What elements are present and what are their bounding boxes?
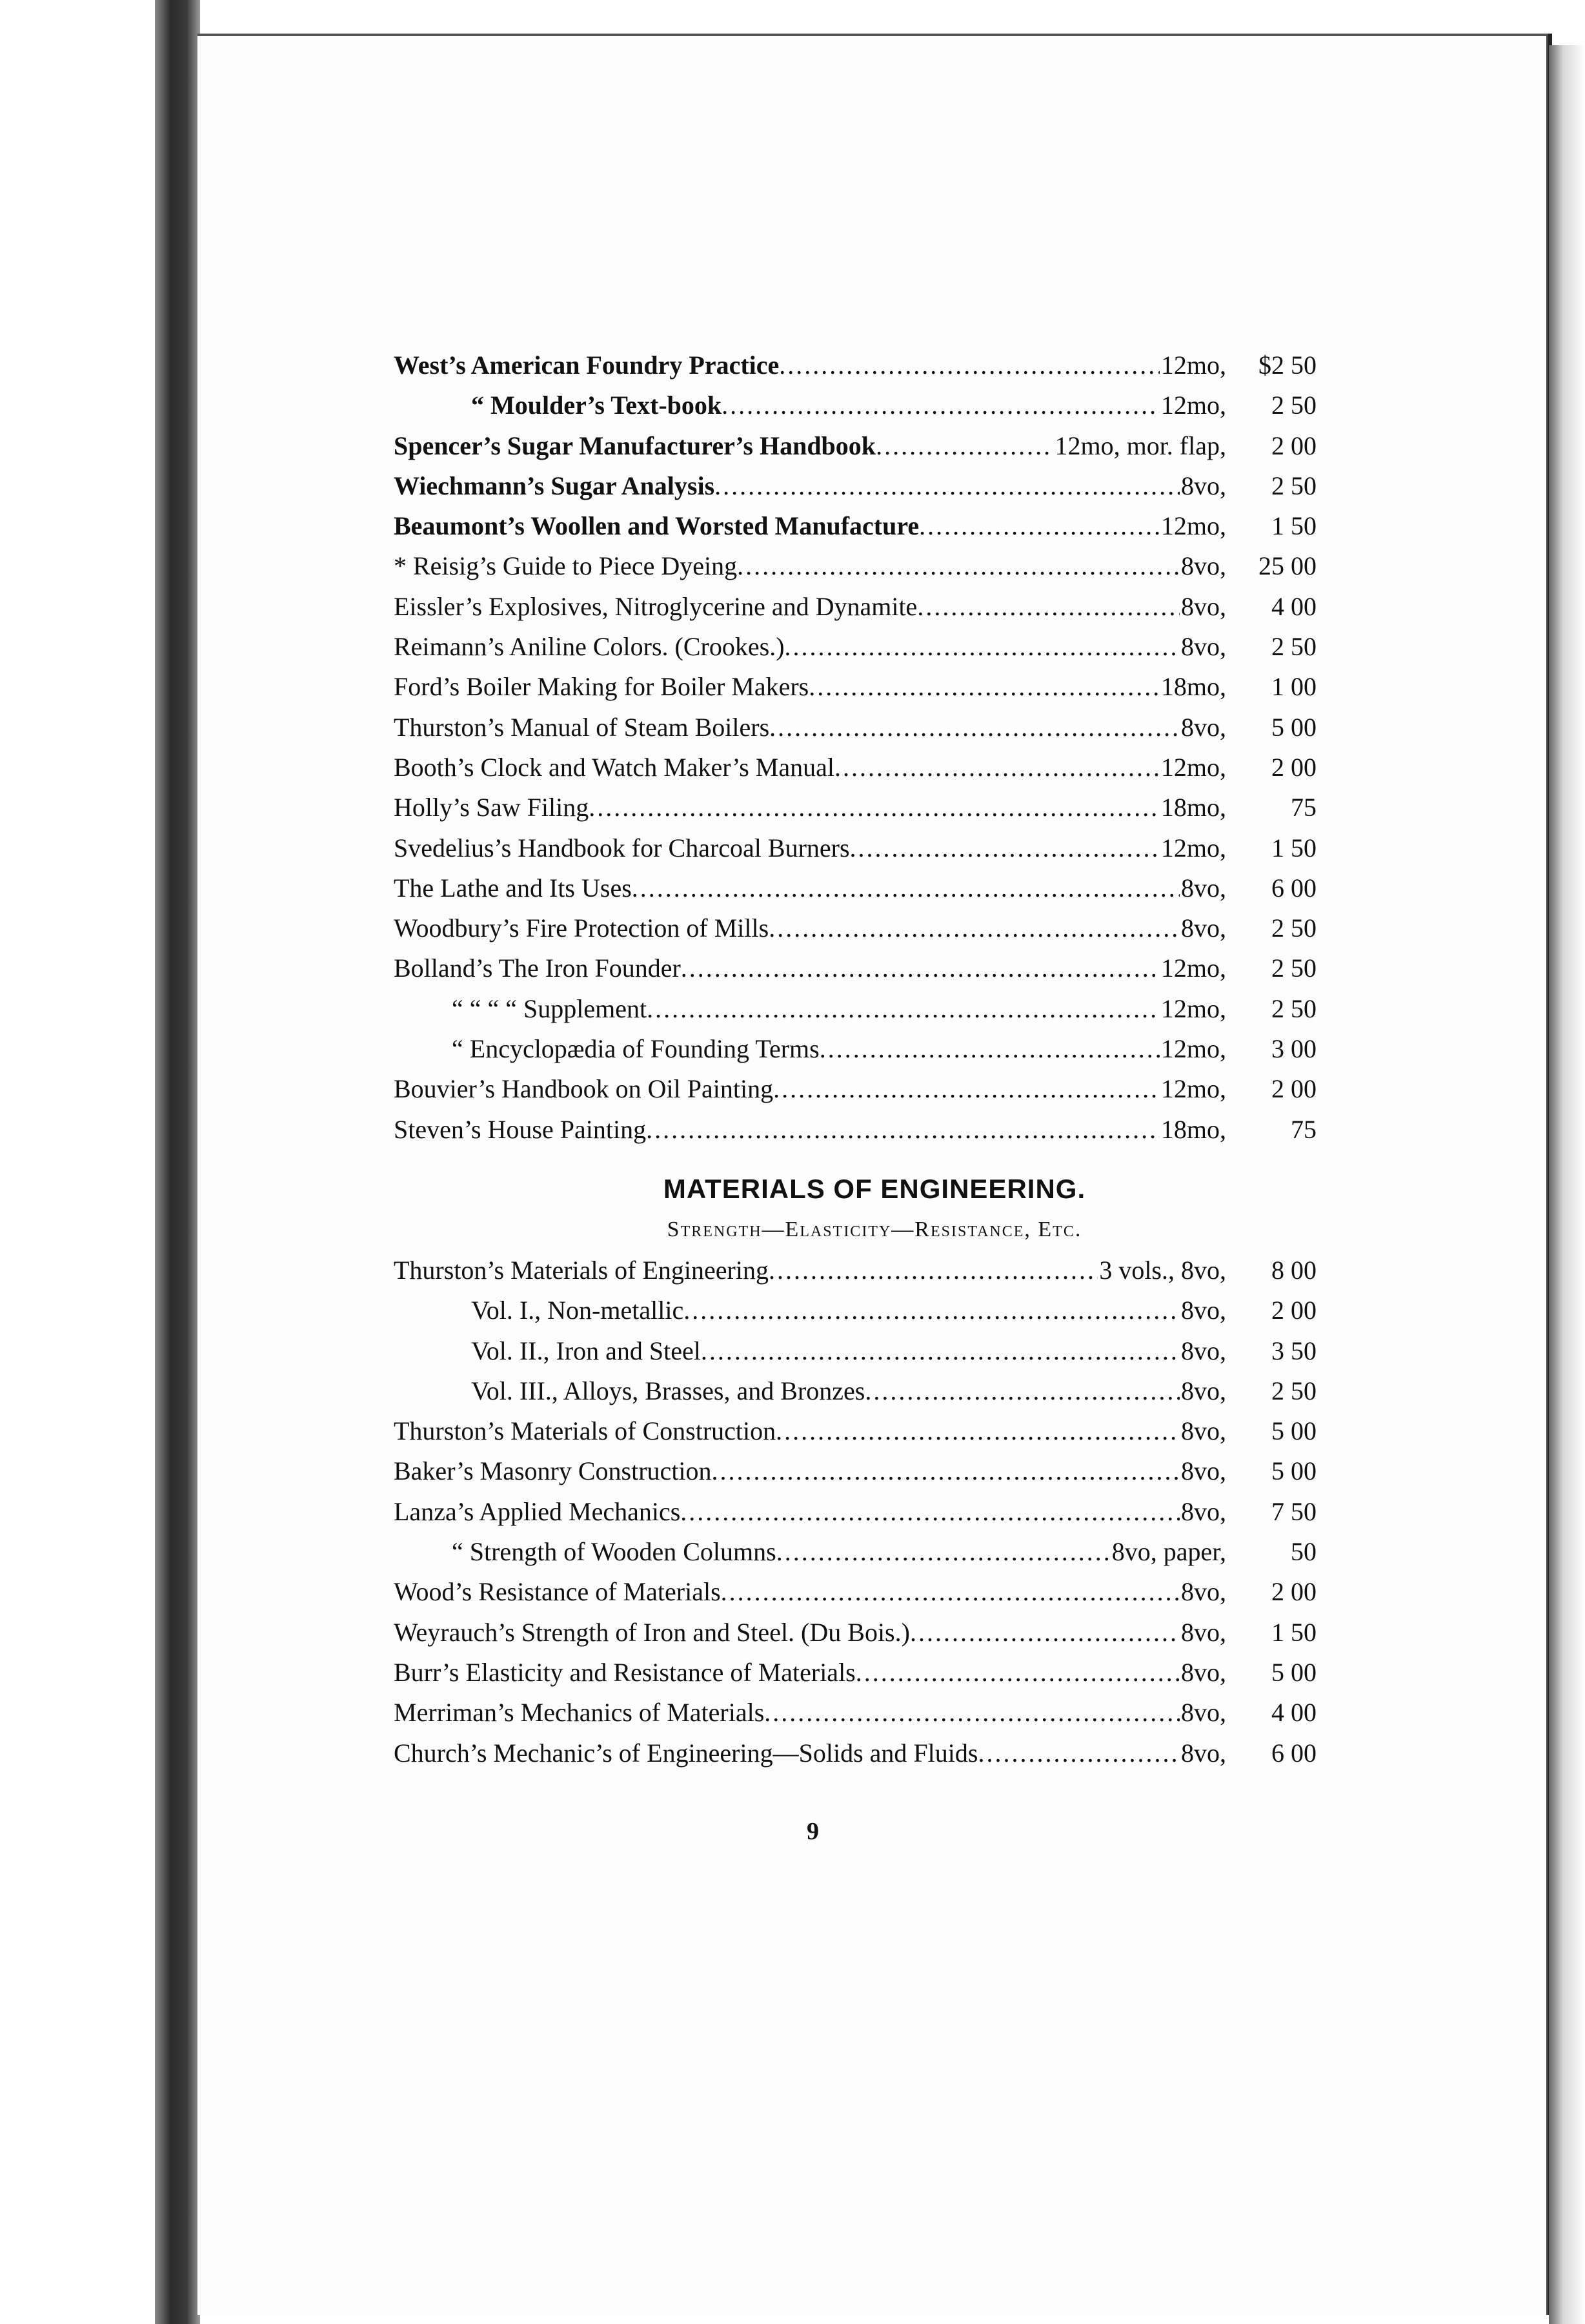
entry-title: Baker’s Masonry Construction — [394, 1456, 712, 1486]
entry-title-line — [394, 1110, 1226, 1150]
entry-price: 2 00 — [1271, 431, 1317, 460]
entry-title-line — [394, 1451, 1226, 1491]
entry-price: 6 00 — [1271, 1738, 1317, 1768]
entry-title-line — [394, 1613, 1226, 1653]
entry-price: 5 00 — [1271, 1456, 1317, 1486]
catalog-entry — [394, 989, 1317, 1029]
dot-leader — [714, 466, 1180, 506]
entry-format: 8vo, — [1181, 1296, 1226, 1325]
entry-title: Woodbury’s Fire Protection of Mills — [394, 913, 769, 943]
entry-title: Vol. II., Iron and Steel — [471, 1336, 701, 1365]
entry-title: “ Encyclopædia of Founding Terms — [452, 1034, 820, 1064]
entry-format: 8vo, — [1181, 1698, 1226, 1728]
dot-leader — [865, 1371, 1180, 1411]
entry-title-line — [394, 587, 1226, 627]
dot-leader — [647, 989, 1160, 1029]
entry-format: 8vo, — [1181, 712, 1226, 742]
page-number: 9 — [807, 1818, 819, 1845]
entry-format: 12mo, — [1160, 1074, 1226, 1104]
dot-leader — [978, 1733, 1180, 1773]
entry-format: 18mo, — [1160, 793, 1226, 822]
dot-leader — [589, 788, 1160, 828]
entry-price: 1 50 — [1271, 833, 1317, 862]
catalog-entry — [394, 908, 1317, 948]
entry-title-line — [394, 1572, 1226, 1612]
entry-title: Eissler’s Explosives, Nitroglycerine and Dynamite — [394, 591, 918, 621]
dot-leader — [769, 908, 1180, 948]
dot-leader — [850, 828, 1160, 868]
entry-price: 3 00 — [1271, 1034, 1317, 1064]
entry-price: 4 00 — [1271, 1698, 1317, 1728]
catalog-entry — [394, 667, 1317, 707]
entry-price: 2 00 — [1271, 1074, 1317, 1104]
entry-format: 12mo, — [1160, 833, 1226, 862]
entry-price: 2 50 — [1271, 471, 1317, 500]
catalog-entry — [394, 1572, 1317, 1612]
entry-price: 2 50 — [1271, 391, 1317, 420]
entry-format: 8vo, paper, — [1111, 1537, 1226, 1567]
entry-title-line — [394, 1653, 1226, 1693]
entry-format: 12mo, — [1160, 752, 1226, 782]
entry-format: 3 vols., 8vo, — [1099, 1255, 1226, 1285]
catalog-entry — [394, 1653, 1317, 1693]
entry-format: 8vo, — [1181, 873, 1226, 902]
dot-leader — [721, 1572, 1180, 1612]
book-binding — [155, 0, 200, 2324]
entry-title-line — [394, 1069, 1226, 1109]
catalog-entry — [394, 1069, 1317, 1109]
catalog-entry — [394, 788, 1317, 828]
dot-leader — [834, 748, 1160, 788]
entry-price: 75 — [1291, 1114, 1317, 1144]
catalog-entry — [394, 1250, 1317, 1290]
dot-leader — [680, 1492, 1180, 1532]
entry-title: Thurston’s Manual of Steam Boilers — [394, 712, 770, 742]
catalog-entry — [394, 385, 1317, 425]
catalog-entry — [394, 546, 1317, 586]
entry-format: 8vo, — [1181, 913, 1226, 943]
dot-leader — [646, 1110, 1160, 1150]
entry-title-line — [394, 1532, 1226, 1572]
entry-format: 12mo, — [1160, 1034, 1226, 1064]
entry-price: 5 00 — [1271, 1416, 1317, 1446]
dot-leader — [776, 1532, 1111, 1572]
catalog-entry — [394, 1110, 1317, 1150]
catalog-entry — [394, 587, 1317, 627]
entry-title-line — [394, 989, 1226, 1029]
dot-leader — [809, 667, 1160, 707]
catalog-entry — [394, 1613, 1317, 1653]
dot-leader — [876, 426, 1053, 466]
entry-title-line — [394, 1411, 1226, 1451]
entry-title-line — [394, 1331, 1226, 1371]
entry-title-line — [394, 667, 1226, 707]
entry-title-line — [394, 868, 1226, 908]
entry-format: 8vo, — [1181, 1416, 1226, 1446]
entry-format: 8vo, — [1181, 551, 1226, 581]
entry-title: “ Moulder’s Text-book — [471, 391, 722, 420]
catalog-entry — [394, 466, 1317, 506]
catalog-entry — [394, 345, 1317, 385]
entry-title-line — [394, 828, 1226, 868]
section-heading: MATERIALS OF ENGINEERING. — [663, 1173, 1086, 1204]
entry-title-line — [394, 1492, 1226, 1532]
entry-format: 18mo, — [1160, 1114, 1226, 1144]
dot-leader — [785, 627, 1180, 667]
entry-price: 8 00 — [1271, 1255, 1317, 1285]
dot-leader — [769, 708, 1180, 748]
dot-leader — [683, 1290, 1180, 1330]
entry-title-line — [394, 345, 1226, 385]
entry-title-line — [394, 466, 1226, 506]
catalog-entry — [394, 627, 1317, 667]
catalog-entry — [394, 1693, 1317, 1733]
catalog-list-top — [394, 345, 1317, 1150]
dot-leader — [820, 1029, 1160, 1069]
entry-title: Thurston’s Materials of Construction — [394, 1416, 776, 1446]
entry-format: 18mo, — [1160, 672, 1226, 702]
entry-title-line — [394, 1733, 1226, 1773]
dot-leader — [712, 1451, 1180, 1491]
entry-title-line — [394, 627, 1226, 667]
entry-format: 8vo, — [1181, 1738, 1226, 1768]
entry-format: 12mo, — [1160, 511, 1226, 541]
entry-price: 1 00 — [1271, 672, 1317, 702]
dot-leader — [701, 1331, 1180, 1371]
entry-title-line — [394, 788, 1226, 828]
dot-leader — [737, 546, 1180, 586]
entry-title: The Lathe and Its Uses — [394, 873, 632, 902]
entry-format: 12mo, — [1160, 953, 1226, 983]
entry-price: 2 50 — [1271, 632, 1317, 662]
entry-price: 1 50 — [1271, 1617, 1317, 1647]
entry-price: 1 50 — [1271, 511, 1317, 541]
entry-title: Steven’s House Painting — [394, 1114, 647, 1144]
catalog-entry — [394, 1451, 1317, 1491]
entry-title-line — [394, 506, 1226, 546]
entry-price: 4 00 — [1271, 591, 1317, 621]
catalog-list-bottom — [394, 1250, 1317, 1773]
entry-title: Ford’s Boiler Making for Boiler Makers — [394, 672, 809, 702]
entry-format: 8vo, — [1181, 1657, 1226, 1687]
dot-leader — [919, 506, 1160, 546]
entry-title: Vol. I., Non-metallic — [471, 1296, 684, 1325]
catalog-entry — [394, 1411, 1317, 1451]
entry-title: Lanza’s Applied Mechanics — [394, 1496, 681, 1526]
catalog-entry — [394, 708, 1317, 748]
entry-price: 2 00 — [1271, 1296, 1317, 1325]
entry-title: “ “ “ “ Supplement — [452, 994, 647, 1023]
entry-title: Merriman’s Mechanics of Materials — [394, 1698, 765, 1728]
entry-format: 12mo, — [1160, 351, 1226, 380]
entry-title: Church’s Mechanic’s of Engineering—Solids and Fluids — [394, 1738, 978, 1768]
section-subheading: Strength—Elasticity—Resistance, Etc. — [667, 1217, 1082, 1241]
dot-leader — [722, 385, 1160, 425]
entry-title: * Reisig’s Guide to Piece Dyeing — [394, 551, 738, 581]
entry-price: 2 50 — [1271, 1376, 1317, 1405]
entry-format: 8vo, — [1181, 1577, 1226, 1607]
entry-title: Booth’s Clock and Watch Maker’s Manual — [394, 752, 834, 782]
catalog-entry — [394, 506, 1317, 546]
entry-price: 3 50 — [1271, 1336, 1317, 1365]
entry-title: Beaumont’s Woollen and Worsted Manufacture — [394, 511, 920, 541]
entry-title-line — [394, 1693, 1226, 1733]
entry-title-line — [394, 1250, 1226, 1290]
entry-title-line — [394, 1290, 1226, 1330]
facing-page — [0, 0, 155, 2324]
dot-leader — [917, 587, 1180, 627]
page-edge-shadow — [1549, 45, 1585, 2324]
entry-format: 12mo, mor. flap, — [1055, 431, 1226, 460]
entry-format: 8vo, — [1181, 591, 1226, 621]
catalog-entry — [394, 426, 1317, 466]
entry-price: 6 00 — [1271, 873, 1317, 902]
dot-leader — [910, 1613, 1180, 1653]
catalog-entry — [394, 1532, 1317, 1572]
catalog-entry — [394, 868, 1317, 908]
entry-price: $2 50 — [1258, 351, 1317, 380]
entry-title: West’s American Foundry Practice — [394, 351, 780, 380]
dot-leader — [764, 1693, 1180, 1733]
entry-format: 8vo, — [1181, 1456, 1226, 1486]
dot-leader — [773, 1069, 1160, 1109]
entry-title: Bolland’s The Iron Founder — [394, 953, 681, 983]
entry-title: Reimann’s Aniline Colors. (Crookes.) — [394, 632, 785, 662]
entry-price: 5 00 — [1271, 712, 1317, 742]
entry-format: 8vo, — [1181, 1617, 1226, 1647]
entry-title-line — [394, 546, 1226, 586]
entry-format: 12mo, — [1160, 994, 1226, 1023]
entry-title-line — [394, 748, 1226, 788]
dot-leader — [779, 345, 1160, 385]
catalog-entry — [394, 1492, 1317, 1532]
entry-format: 8vo, — [1181, 1376, 1226, 1405]
entry-title-line — [394, 708, 1226, 748]
catalog-entry — [394, 828, 1317, 868]
entry-format: 8vo, — [1181, 632, 1226, 662]
entry-title-line — [394, 908, 1226, 948]
entry-format: 8vo, — [1181, 471, 1226, 500]
dot-leader — [856, 1653, 1180, 1693]
entry-format: 12mo, — [1160, 391, 1226, 420]
entry-title: Vol. III., Alloys, Brasses, and Bronzes — [471, 1376, 865, 1405]
catalog-entry — [394, 1331, 1317, 1371]
entry-price: 2 00 — [1271, 1577, 1317, 1607]
entry-title: Burr’s Elasticity and Resistance of Materials — [394, 1657, 856, 1687]
entry-price: 2 50 — [1271, 953, 1317, 983]
dot-leader — [769, 1250, 1098, 1290]
entry-format: 8vo, — [1181, 1336, 1226, 1365]
catalog-entry — [394, 1371, 1317, 1411]
dot-leader — [632, 868, 1180, 908]
entry-title: Wiechmann’s Sugar Analysis — [394, 471, 715, 500]
entry-title: Svedelius’s Handbook for Charcoal Burners — [394, 833, 850, 862]
entry-price: 2 50 — [1271, 994, 1317, 1023]
catalog-entry — [394, 948, 1317, 988]
entry-title-line — [394, 426, 1226, 466]
entry-title: Spencer’s Sugar Manufacturer’s Handbook — [394, 431, 876, 460]
entry-title-line — [394, 385, 1226, 425]
entry-title-line — [394, 948, 1226, 988]
entry-price: 75 — [1291, 793, 1317, 822]
dot-leader — [776, 1411, 1180, 1451]
entry-price: 50 — [1291, 1537, 1317, 1567]
catalog-entry — [394, 1029, 1317, 1069]
entry-title: Holly’s Saw Filing — [394, 793, 589, 822]
entry-title-line — [394, 1371, 1226, 1411]
catalog-entry — [394, 1290, 1317, 1330]
entry-price: 25 00 — [1258, 551, 1317, 581]
catalog-content — [394, 345, 1317, 1773]
entry-price: 2 50 — [1271, 913, 1317, 943]
entry-title: Weyrauch’s Strength of Iron and Steel. (Du Bois.) — [394, 1617, 910, 1647]
catalog-entry — [394, 1733, 1317, 1773]
entry-format: 8vo, — [1181, 1496, 1226, 1526]
entry-title-line — [394, 1029, 1226, 1069]
entry-price: 2 00 — [1271, 752, 1317, 782]
entry-price: 5 00 — [1271, 1657, 1317, 1687]
entry-title: “ Strength of Wooden Columns — [452, 1537, 776, 1567]
dot-leader — [681, 948, 1160, 988]
catalog-entry — [394, 748, 1317, 788]
entry-title: Wood’s Resistance of Materials — [394, 1577, 721, 1607]
entry-price: 7 50 — [1271, 1496, 1317, 1526]
entry-title: Bouvier’s Handbook on Oil Painting — [394, 1074, 774, 1104]
entry-title: Thurston’s Materials of Engineering — [394, 1255, 769, 1285]
